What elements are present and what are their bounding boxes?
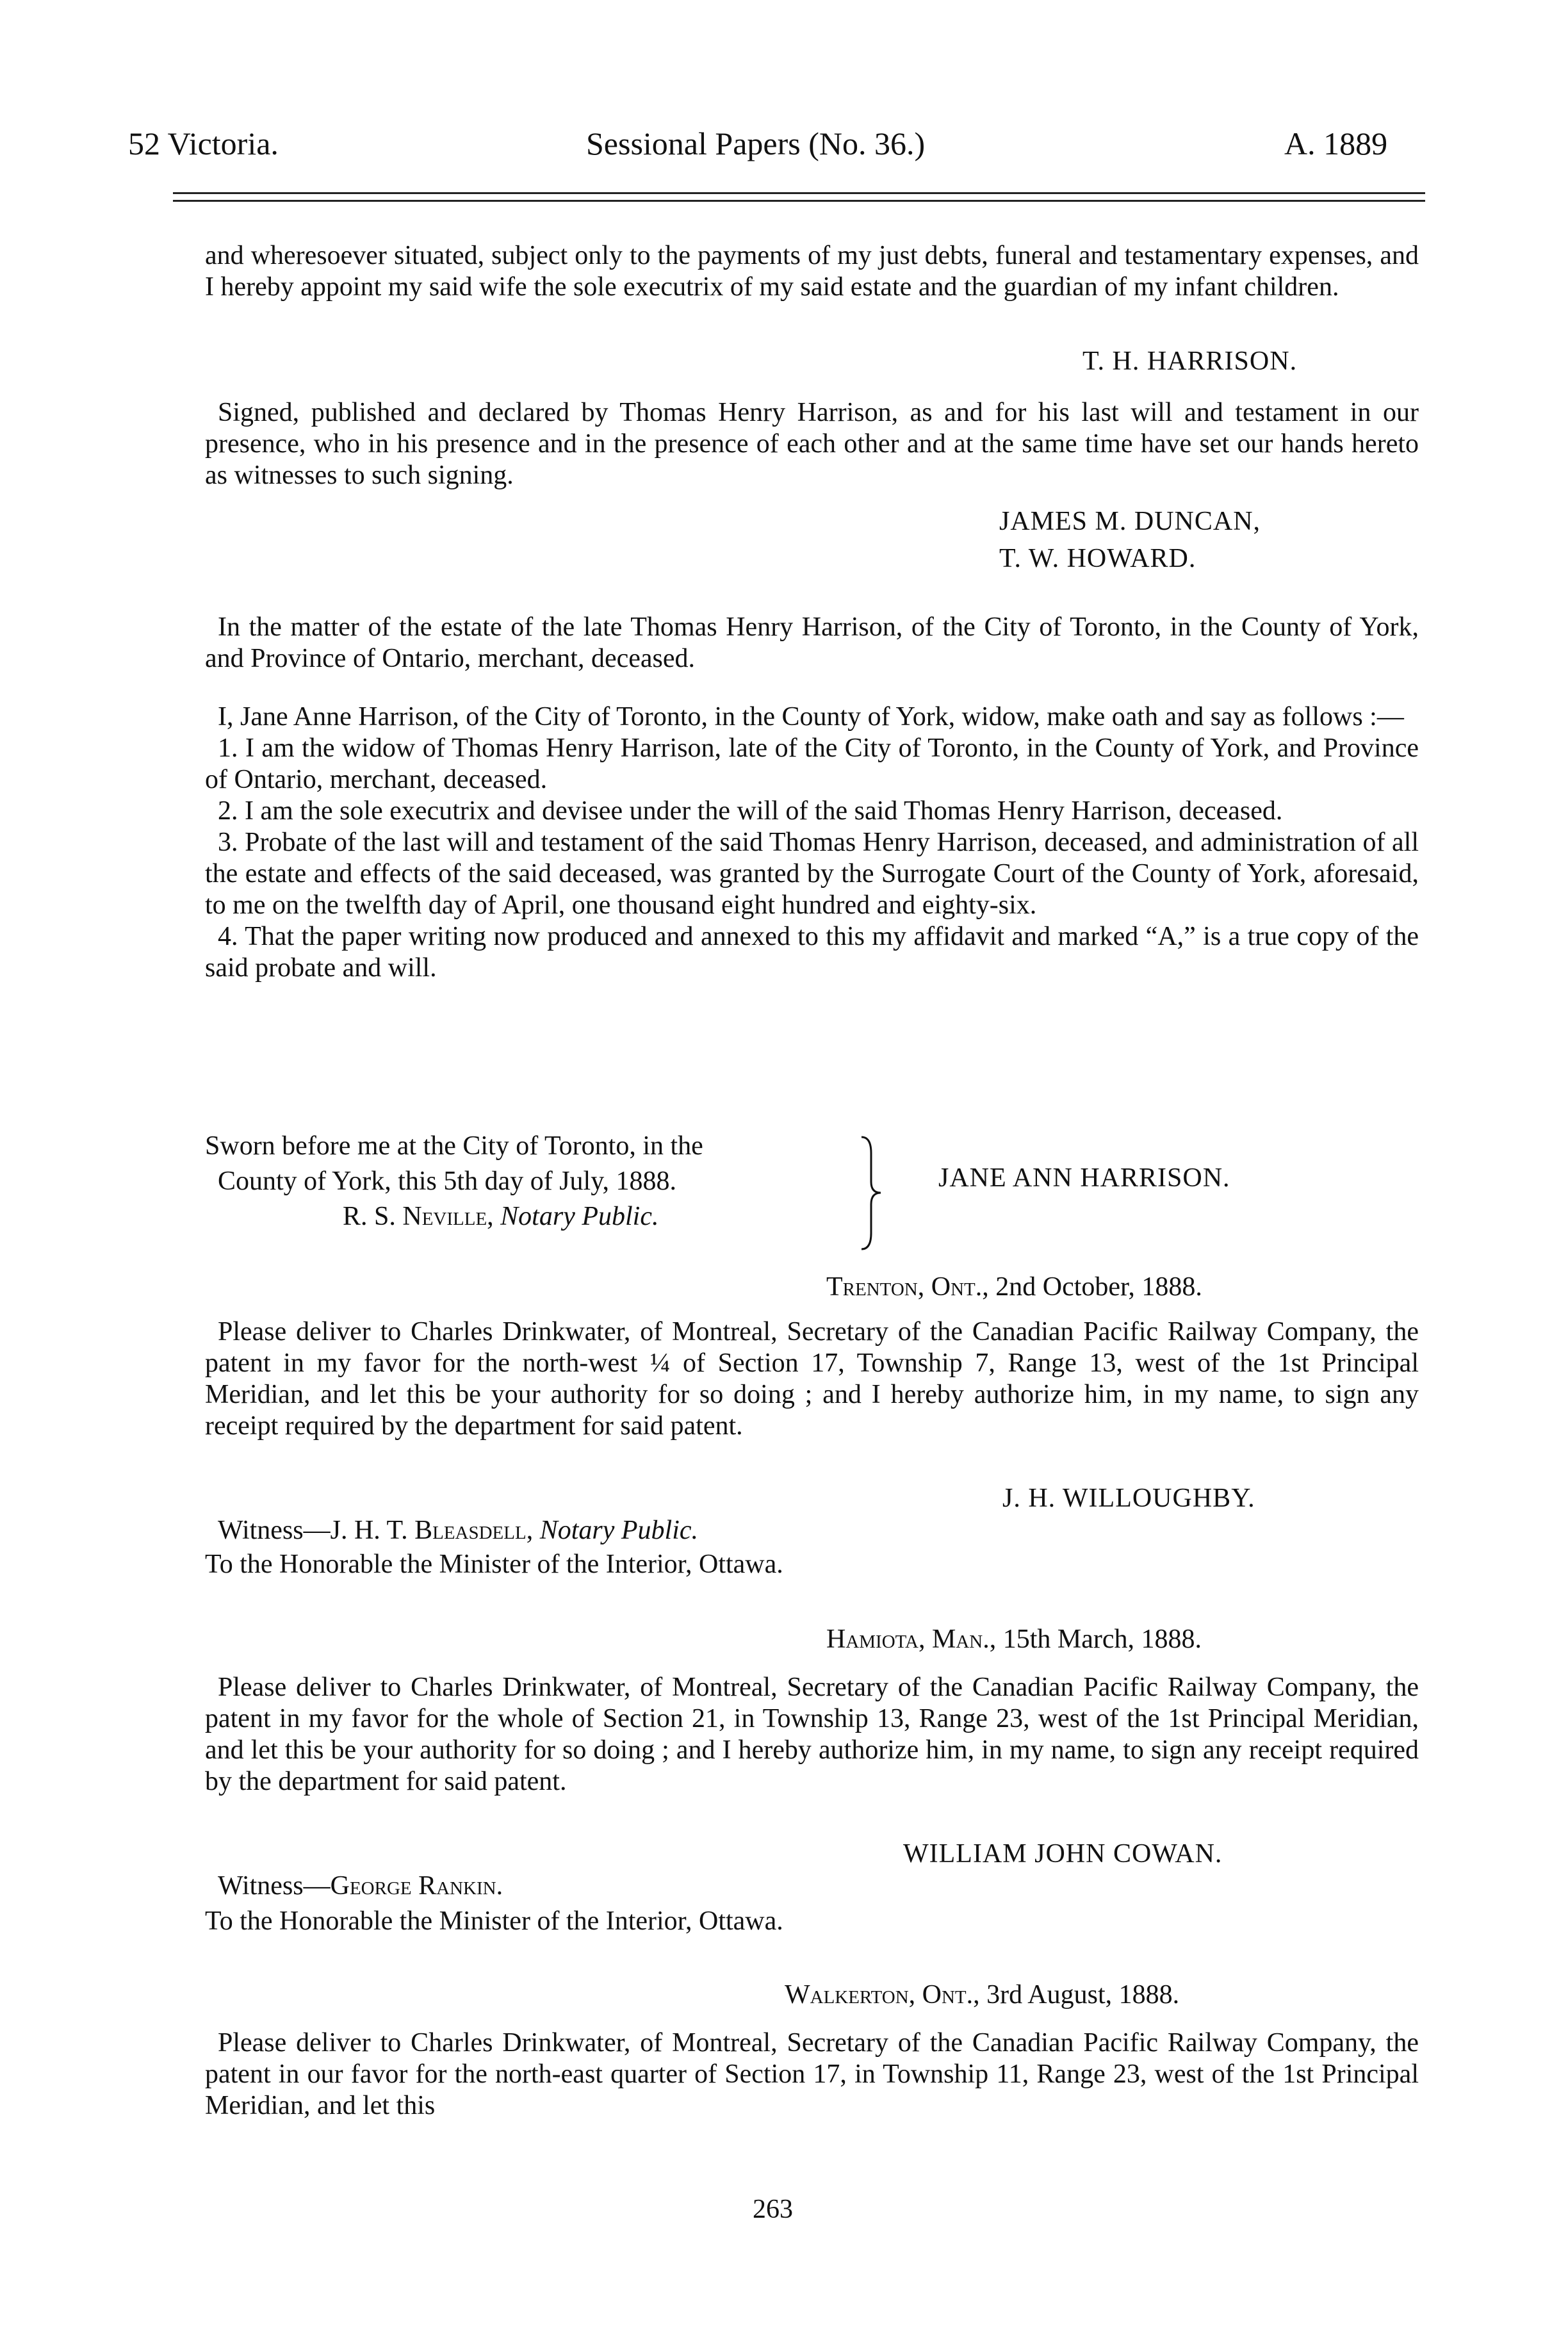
jurat-brace [858, 1134, 884, 1252]
letter3-date: 3rd August, 1888. [986, 1980, 1180, 2010]
affidavit-item-2: 2. I am the sole executrix and devisee under the will of the said Thomas Henry Harrison, deceased. [218, 796, 1283, 826]
witness-signature-1: JAMES M. DUNCAN, [999, 507, 1261, 536]
affidavit-item-1: 1. I am the widow of Thomas Henry Harrison, late of the City of Toronto, in the County of York, and Province of Ontario, merchant, deceased. [205, 733, 1419, 794]
affiant-signature: JANE ANN HARRISON. [938, 1163, 1230, 1193]
letter1-signature: J. H. WILLOUGHBY. [1002, 1484, 1255, 1513]
letter3-dateline [785, 1979, 1179, 2011]
affidavit-item-3: 3. Probate of the last will and testament of the said Thomas Henry Harrison, deceased, and administration of all the estate and effects of the said deceased, was granted by the Surrogate Court of the County of York, aforesaid, to me on the twelfth day of April, one thousand eight hundred and eighty-six. [205, 828, 1419, 920]
letter2-addressee: To the Honorable the Minister of the Interior, Ottawa. [205, 1906, 783, 1936]
jurat-line-2: County of York, this 5th day of July, 1888. [218, 1167, 676, 1196]
letter2-dateline [826, 1624, 1202, 1655]
letter1-addressee: To the Honorable the Minister of the Interior, Ottawa. [205, 1550, 783, 1579]
letter1-place: Trenton, Ont., [826, 1272, 989, 1302]
letter2-body: Please deliver to Charles Drinkwater, of Montreal, Secretary of the Canadian Pacific Railway Company, the patent in my favor for the whole of Section 21, in Township 13, Range 23, west of the 1st Principal Meridian, and let this be your authority for so doing ; and I hereby authorize him, in my name, to sign any receipt required by the department for said patent. [205, 1673, 1419, 1796]
letter3-body: Please deliver to Charles Drinkwater, of Montreal, Secretary of the Canadian Pacific Railway Company, the patent in our favor for the north-east quarter of Section 17, in Township 11, Range 23, west of the 1st Principal Meridian, and let this [205, 2028, 1419, 2120]
letter3-place: Walkerton, Ont., [785, 1980, 980, 2010]
will-closing-paragraph: and wheresoever situated, subject only to the payments of my just debts, funeral and testamentary expenses, and I hereby appoint my said wife the sole executrix of my said estate and the guardian of my infant children. [205, 241, 1419, 302]
letter1-witness: Witness—J. H. T. Bleasdell, Notary Public. [218, 1516, 699, 1545]
attestation-clause: Signed, published and declared by Thomas Henry Harrison, as and for his last will and testament in our presence, who in his presence and in the presence of each other and at the same time have set our hands hereto as witnesses to such signing. [205, 398, 1419, 490]
page-number: 263 [753, 2195, 793, 2224]
affidavit-intro: I, Jane Anne Harrison, of the City of Toronto, in the County of York, widow, make oath and say as follows :— [218, 702, 1404, 732]
header-title: Sessional Papers (No. 36.) [586, 126, 926, 161]
letter2-witness: Witness—George Rankin. [218, 1871, 503, 1901]
affidavit-heading: In the matter of the estate of the late Thomas Henry Harrison, of the City of Toronto, in the County of York, and Province of Ontario, merchant, deceased. [205, 612, 1419, 673]
affidavit-item-4: 4. That the paper writing now produced and annexed to this my affidavit and marked “A,” is a true copy of the said probate and will. [205, 922, 1419, 983]
notary-name: R. S. Neville, [343, 1202, 494, 1231]
affidavit-body [205, 701, 1419, 984]
letter1-dateline [826, 1272, 1202, 1303]
letter1-date: 2nd October, 1888. [995, 1272, 1202, 1302]
header-rule-bottom [173, 200, 1425, 202]
letter2-date: 15th March, 1888. [1002, 1625, 1202, 1654]
jurat-line-3 [343, 1201, 658, 1232]
header-rule-top [173, 192, 1425, 194]
letter2-place: Hamiota, Man., [826, 1625, 997, 1654]
header-session: 52 Victoria. [128, 126, 279, 161]
jurat-line-1: Sworn before me at the City of Toronto, in the [205, 1131, 703, 1161]
header-year: A. 1889 [1284, 126, 1388, 161]
letter1-body: Please deliver to Charles Drinkwater, of Montreal, Secretary of the Canadian Pacific Railway Company, the patent in my favor for the north-west ¼ of Section 17, Township 7, Range 13, west of the 1st Principal Meridian, and let this be your authority for so doing ; and I hereby authorize him, in my name, to sign any receipt required by the department for said patent. [205, 1317, 1419, 1441]
will-signature: T. H. HARRISON. [1082, 347, 1298, 376]
witness-signature-2: T. W. HOWARD. [999, 544, 1196, 573]
notary-title: Notary Public. [500, 1202, 659, 1231]
letter2-signature: WILLIAM JOHN COWAN. [903, 1839, 1223, 1869]
